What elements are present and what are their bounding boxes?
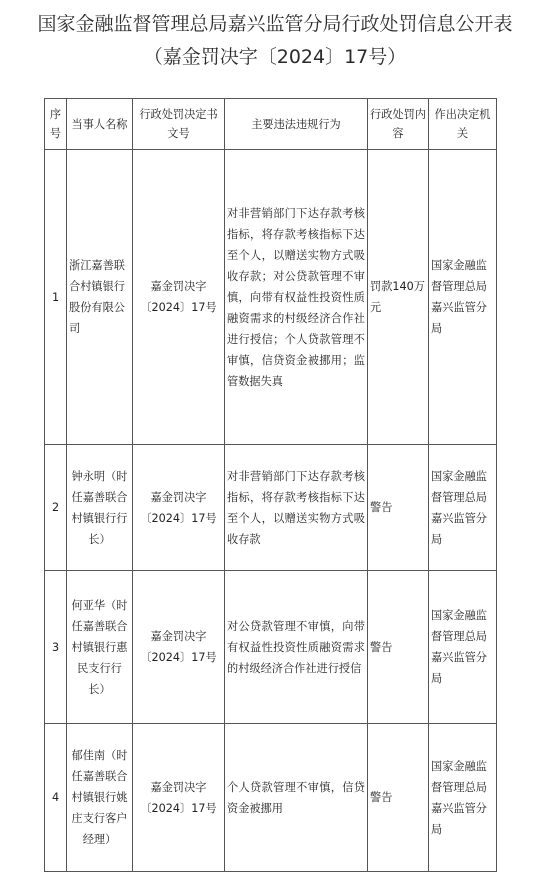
cell-doc-no: 嘉金罚决字〔2024〕17号 (133, 150, 225, 445)
cell-authority: 国家金融监督管理总局嘉兴监管分局 (429, 150, 497, 445)
cell-no: 2 (45, 445, 67, 571)
cell-authority: 国家金融监督管理总局嘉兴监管分局 (429, 724, 497, 872)
table-row (45, 724, 497, 872)
cell-doc-no: 嘉金罚决字〔2024〕17号 (133, 724, 225, 872)
cell-doc-no: 嘉金罚决字〔2024〕17号 (133, 445, 225, 571)
col-header-party: 当事人名称 (67, 99, 133, 150)
col-header-violation: 主要违法违规行为 (225, 99, 368, 150)
cell-authority: 国家金融监督管理总局嘉兴监管分局 (429, 445, 497, 571)
cell-penalty: 罚款140万元 (368, 150, 429, 445)
cell-no: 3 (45, 571, 67, 724)
cell-party: 钟永明（时任嘉善联合村镇银行行长） (67, 445, 133, 571)
col-header-authority: 作出决定机关 (429, 99, 497, 150)
cell-violation: 对非营销部门下达存款考核指标，将存款考核指标下达至个人，以赠送实物方式吸收存款 (225, 445, 368, 571)
table-row (45, 445, 497, 571)
page-title: 国家金融监督管理总局嘉兴监管分局行政处罚信息公开表 (37, 13, 513, 35)
cell-authority: 国家金融监督管理总局嘉兴监管分局 (429, 571, 497, 724)
table-row (45, 150, 497, 445)
cell-penalty: 警告 (368, 724, 429, 872)
cell-doc-no: 嘉金罚决字〔2024〕17号 (133, 571, 225, 724)
cell-violation: 个人贷款管理不审慎，信贷资金被挪用 (225, 724, 368, 872)
cell-violation: 对非营销部门下达存款考核指标，将存款考核指标下达至个人，以赠送实物方式吸收存款；对公贷款管理不审慎，向带有权益性投资性质融资需求的村级经济合作社进行授信；个人贷款管理不审慎，信贷资金被挪用；监管数据失真 (225, 150, 368, 445)
cell-party: 浙江嘉善联合村镇银行股份有限公司 (67, 150, 133, 445)
cell-penalty: 警告 (368, 571, 429, 724)
cell-no: 1 (45, 150, 67, 445)
col-header-penalty: 行政处罚内容 (368, 99, 429, 150)
penalty-table (44, 98, 497, 872)
cell-violation: 对公贷款管理不审慎，向带有权益性投资性质融资需求的村级经济合作社进行授信 (225, 571, 368, 724)
cell-party: 何亚华（时任嘉善联合村镇银行惠民支行行长） (67, 571, 133, 724)
cell-party: 郁佳南（时任嘉善联合村镇银行姚庄支行客户经理） (67, 724, 133, 872)
cell-penalty: 警告 (368, 445, 429, 571)
col-header-doc-no: 行政处罚决定书文号 (133, 99, 225, 150)
cell-no: 4 (45, 724, 67, 872)
document-number: （嘉金罚决字〔2024〕17号） (143, 46, 407, 68)
table-row (45, 571, 497, 724)
col-header-no: 序号 (45, 99, 67, 150)
table-header-row (45, 99, 497, 150)
